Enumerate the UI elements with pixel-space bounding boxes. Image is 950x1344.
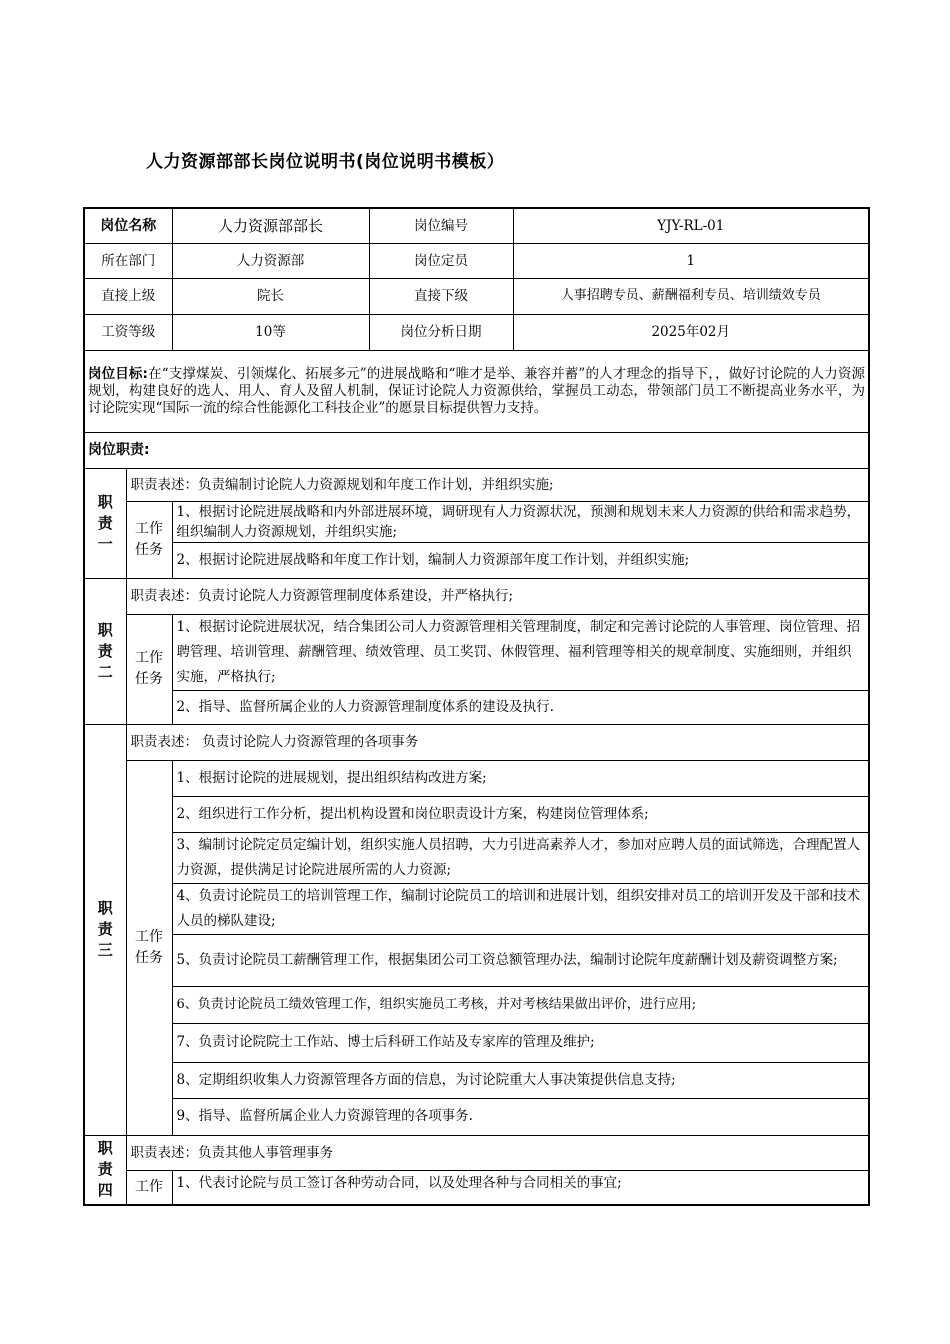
duty-3-task-7: 7、负责讨论院院士工作站、博士后科研工作站及专家库的管理及维护; (172, 1023, 869, 1062)
duty-4-label: 职责四 (84, 1135, 126, 1205)
duty-3-task-1: 1、根据讨论院的进展规划，提出组织结构改进方案; (172, 760, 869, 796)
label-position-name: 岗位名称 (84, 208, 172, 243)
position-goal (84, 350, 869, 432)
duty-3-task-3: 3、编制讨论院定员定编计划，组织实施人员招聘，大力引进高素养人才，参加对应聘人员的面试筛选，合理配置人力资源，提供满足讨论院进展所需的人力资源; (172, 832, 869, 883)
duty-4-task-label: 工作 (126, 1170, 172, 1205)
duty-2-statement: 职责表述：负责讨论院人力资源管理制度体系建设，并严格执行; (126, 578, 869, 614)
duty-3-statement: 职责表述： 负责讨论院人力资源管理的各项事务 (126, 724, 869, 760)
duty-4-task-1: 1、代表讨论院与员工签订各种劳动合同，以及处理各种与合同相关的事宜; (172, 1170, 869, 1205)
duty-1-statement: 职责表述：负责编制讨论院人力资源规划和年度工作计划，并组织实施; (126, 468, 869, 501)
duty-4-statement: 职责表述：负责其他人事管理事务 (126, 1135, 869, 1170)
duty-1-task-label: 工作任务 (126, 501, 172, 578)
duty-3-task-4: 4、负责讨论院员工的培训管理工作，编制讨论院员工的培训和进展计划，组织安排对员工的培训开发及干部和技术人员的梯队建设; (172, 883, 869, 934)
duty-2-task-label: 工作任务 (126, 614, 172, 724)
value-salary-grade: 10等 (172, 314, 369, 350)
value-position-code: YJY-RL-01 (513, 208, 869, 243)
label-analysis-date: 岗位分析日期 (369, 314, 513, 350)
duty-2-task-2: 2、指导、监督所属企业的人力资源管理制度体系的建设及执行. (172, 690, 869, 724)
label-department: 所在部门 (84, 243, 172, 278)
label-salary-grade: 工资等级 (84, 314, 172, 350)
value-subordinate: 人事招聘专员、薪酬福利专员、培训绩效专员 (513, 278, 869, 314)
duty-1-label: 职责一 (84, 468, 126, 578)
label-superior: 直接上级 (84, 278, 172, 314)
duty-1-task-2: 2、根据讨论院进展战略和年度工作计划，编制人力资源部年度工作计划，并组织实施; (172, 542, 869, 578)
job-description-table (83, 207, 870, 1206)
duty-2-task-1: 1、根据讨论院进展状况，结合集团公司人力资源管理相关管理制度，制定和完善讨论院的人事管理、岗位管理、招聘管理、培训管理、薪酬管理、绩效管理、员工奖罚、休假管理、福利管理等相关的规章制度、实施细则，并组织实施，严格执行; (172, 614, 869, 690)
duty-1-task-1: 1、根据讨论院进展战略和内外部进展环境，调研现有人力资源状况，预测和规划未来人力资源的供给和需求趋势，组织编制人力资源规划，并组织实施; (172, 501, 869, 542)
position-goal-text: 在“支撑煤炭、引领煤化、拓展多元”的进展战略和“唯才是举、兼容并蓄”的人才理念的指导下，，做好讨论院的人力资源规划，构建良好的选人、用人、育人及留人机制，保证讨论院人力资源供给，掌握员工动态，带领部门员工不断提高业务水平，为讨论院实现“国际一流的综合性能源化工科技企业”的愿景目标提供智力支持。 (88, 365, 865, 416)
label-position-code: 岗位编号 (369, 208, 513, 243)
duty-3-task-5: 5、负责讨论院员工薪酬管理工作，根据集团公司工资总额管理办法，编制讨论院年度薪酬计划及薪资调整方案; (172, 934, 869, 986)
duty-3-task-8: 8、定期组织收集人力资源管理各方面的信息，为讨论院重大人事决策提供信息支持; (172, 1062, 869, 1098)
label-subordinate: 直接下级 (369, 278, 513, 314)
duties-header: 岗位职责: (84, 432, 869, 468)
document-title: 人力资源部部长岗位说明书(岗位说明书模板） (146, 152, 505, 172)
value-department: 人力资源部 (172, 243, 369, 278)
duty-3-task-9: 9、指导、监督所属企业人力资源管理的各项事务. (172, 1098, 869, 1135)
position-goal-label: 岗位目标: (88, 365, 148, 382)
value-headcount: 1 (513, 243, 869, 278)
value-position-name: 人力资源部部长 (172, 208, 369, 243)
duty-2-label: 职责二 (84, 578, 126, 724)
value-analysis-date: 2025年02月 (513, 314, 869, 350)
duty-3-task-6: 6、负责讨论院员工绩效管理工作，组织实施员工考核，并对考核结果做出评价，进行应用; (172, 986, 869, 1023)
duty-3-task-2: 2、组织进行工作分析，提出机构设置和岗位职责设计方案，构建岗位管理体系; (172, 796, 869, 832)
label-headcount: 岗位定员 (369, 243, 513, 278)
value-superior: 院长 (172, 278, 369, 314)
duty-3-task-label: 工作任务 (126, 760, 172, 1135)
duty-3-label: 职责三 (84, 724, 126, 1135)
